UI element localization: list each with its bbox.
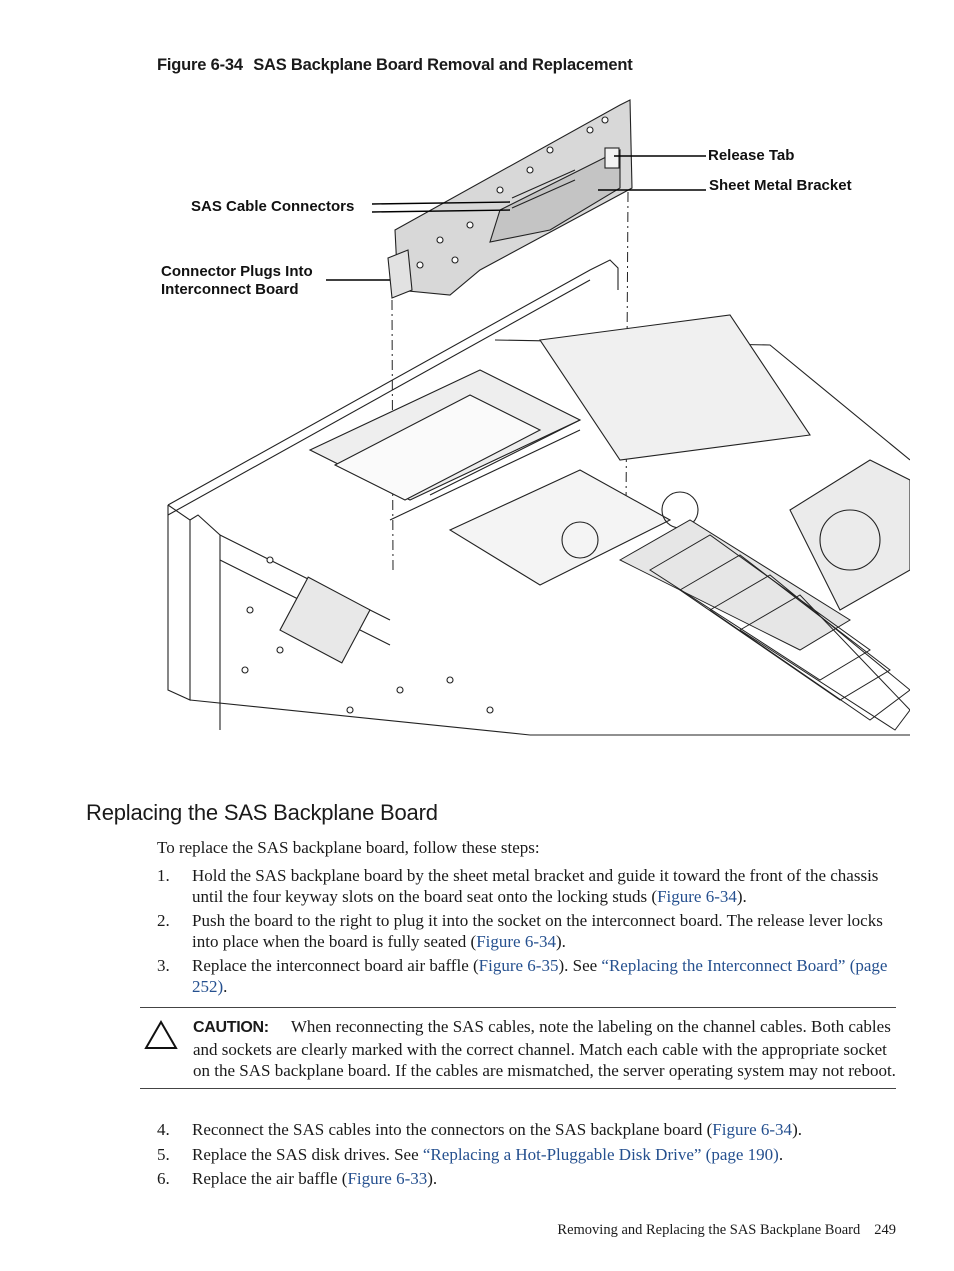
- list-item: 3. Replace the interconnect board air baffle (Figure 6-35). See “Replacing the Interconnect Board” (page 252).: [157, 956, 888, 996]
- page-number: 249: [874, 1222, 896, 1238]
- callout-sas-cable-connectors: SAS Cable Connectors: [191, 198, 355, 215]
- callout-release-tab: Release Tab: [708, 147, 795, 164]
- figure-link[interactable]: Figure 6-34: [712, 1120, 793, 1139]
- list-item: 4. Reconnect the SAS cables into the connectors on the SAS backplane board (Figure 6-34).: [157, 1120, 802, 1139]
- section-heading: Replacing the SAS Backplane Board: [86, 800, 438, 825]
- intro-text: To replace the SAS backplane board, follow these steps:: [157, 838, 540, 857]
- backplane-board: [388, 100, 632, 298]
- caution-label: CAUTION:: [193, 1019, 269, 1036]
- callout-connector-plugs-line1: Connector Plugs Into: [161, 263, 313, 280]
- callout-sheet-metal-bracket: Sheet Metal Bracket: [709, 177, 852, 194]
- figure-link[interactable]: Figure 6-35: [478, 956, 559, 975]
- list-item: 5. Replace the SAS disk drives. See “Replacing a Hot-Pluggable Disk Drive” (page 190).: [157, 1144, 784, 1164]
- caution-box: [140, 1007, 896, 1089]
- steps-list-2: [157, 1120, 897, 1194]
- footer-title: Removing and Replacing the SAS Backplane Board: [557, 1222, 861, 1238]
- figure-title: SAS Backplane Board Removal and Replacement: [253, 56, 633, 74]
- page-footer: [557, 1222, 896, 1239]
- list-item: 2. Push the board to the right to plug it into the socket on the interconnect board. The release lever locks into place when the board is fully seated (Figure 6-34).: [157, 911, 883, 951]
- figure-link[interactable]: Figure 6-33: [347, 1169, 428, 1188]
- callout-connector-plugs-line2: Interconnect Board: [161, 281, 299, 298]
- figure-link[interactable]: Figure 6-34: [476, 931, 556, 951]
- sas-backplane-illustration: [150, 90, 910, 740]
- figure-link[interactable]: Figure 6-34: [657, 886, 737, 906]
- cross-reference-link[interactable]: “Replacing the Interconnect Board” (page 252): [192, 956, 888, 996]
- caution-triangle-icon: [144, 1020, 178, 1050]
- list-item: 6. Replace the air baffle (Figure 6-33).: [157, 1169, 438, 1188]
- list-item: 1. Hold the SAS backplane board by the sheet metal bracket and guide it toward the front of the chassis until the four keyway slots on the board seat onto the locking studs (Figure 6-34).: [157, 866, 879, 906]
- steps-list-1: [157, 866, 897, 1001]
- figure-number: Figure 6-34: [157, 56, 243, 74]
- cross-reference-link[interactable]: “Replacing a Hot-Pluggable Disk Drive” (page 190): [422, 1144, 779, 1164]
- chassis: [168, 260, 910, 735]
- figure-caption: [157, 56, 639, 75]
- caution-text: When reconnecting the SAS cables, note the labeling on the channel cables. Both cables and sockets are clearly marked with the correct channel. Match each cable with the appropriate socket on the SAS backplane board. If the cables are mismatched, the server operating system may not reboot.: [193, 1017, 896, 1080]
